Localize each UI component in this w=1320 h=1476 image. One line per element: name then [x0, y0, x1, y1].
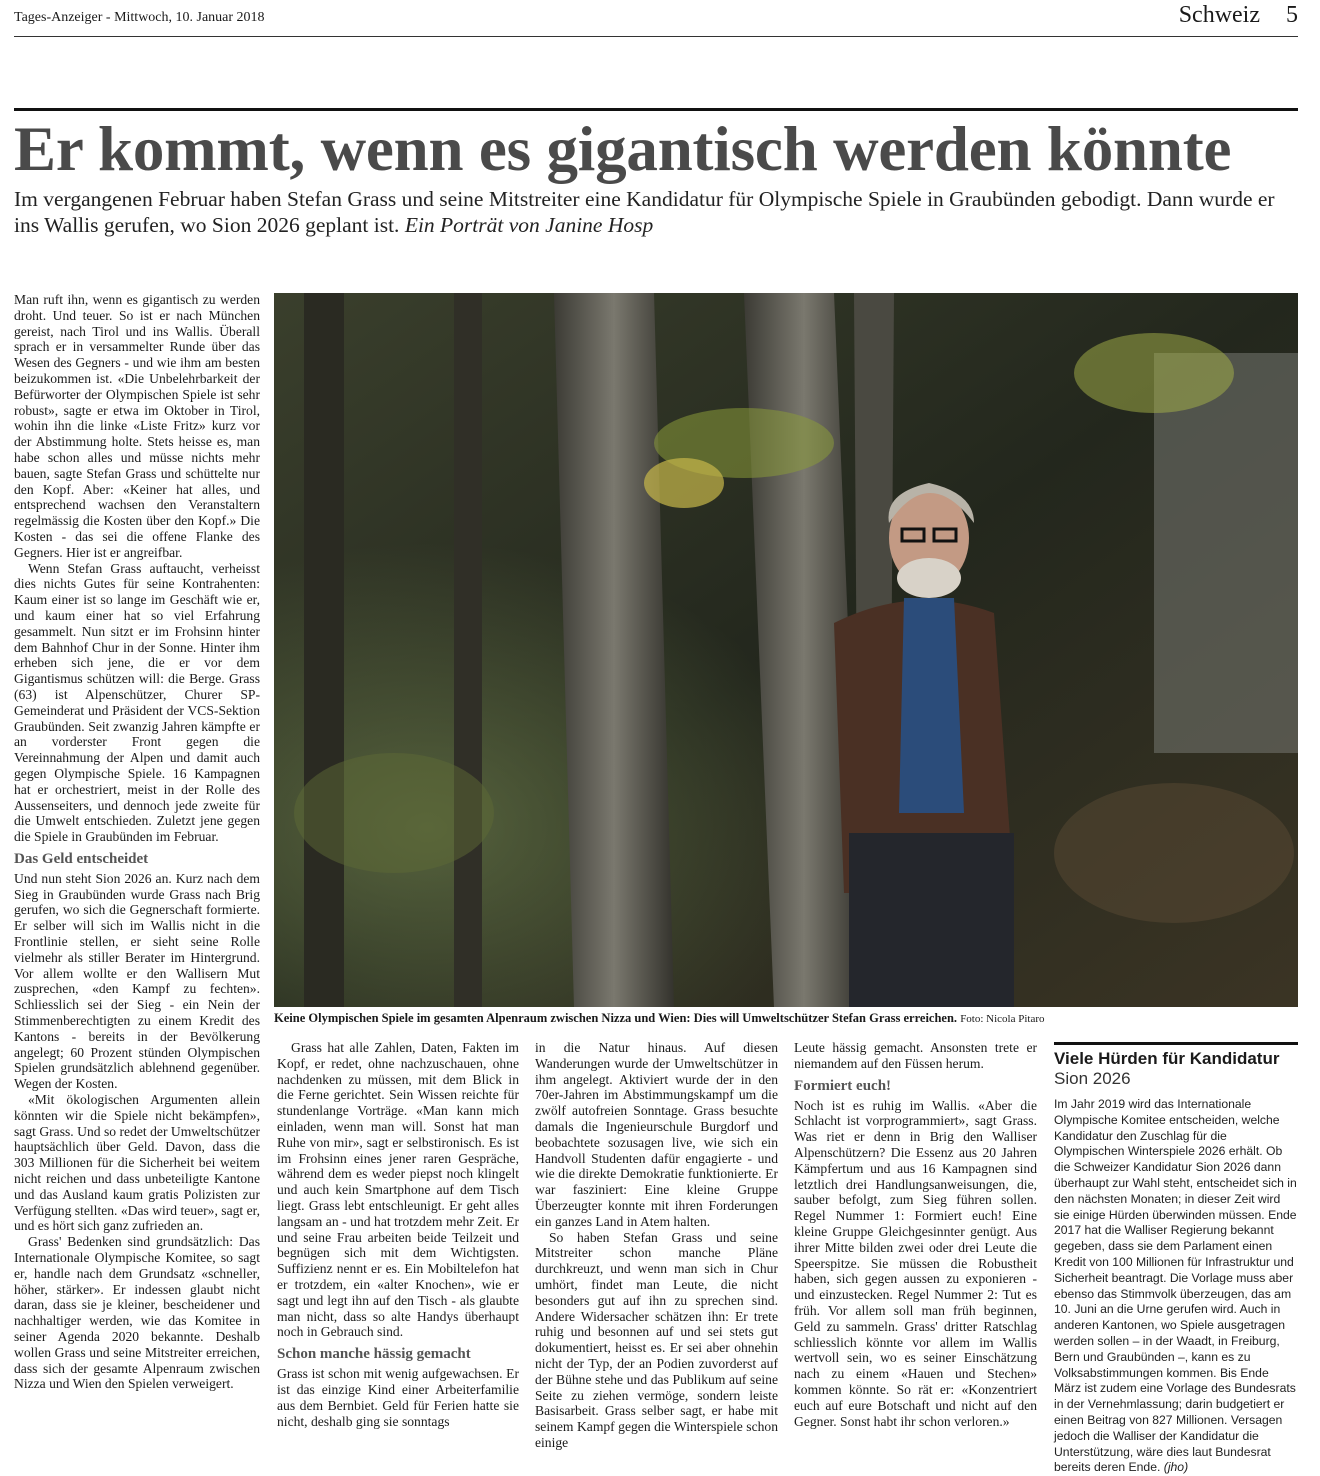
- article-column-1: [14, 292, 260, 1392]
- sidebar-box: [1054, 1042, 1298, 1476]
- paragraph: Grass hat alle Zahlen, Daten, Fakten im Kopf, er redet, ohne nachzuschauen, ohne nachdenken zu müssen, mit dem Blick in die Ferne gerichtet. Sein Wissen reichte für stundenlange Vorträge. «Man kann mich einladen, wenn man will. Sonst hat man Ruhe von mir», sagt er selbstironisch. Es ist im Frohsinn eines jener raren Gespräche, während dem es weder piepst noch klingelt und auch kein Smartphone auf dem Tisch liegt. Grass lebt entschleunigt. Er geht alles langsam an - und hat trotzdem mehr Zeit. Er und seine Frau arbeiten beide Teilzeit und begnügen sich mit dem Wichtigsten. Suffizienz nennt er es. Ein Mobiltelefon hat er trotzdem, ein «alter Knochen», wie er sagt und legt ihn auf den Tisch - als glaubte man nicht, dass so alte Handys überhaupt noch in Gebrauch sind.: [277, 1040, 519, 1340]
- article-column-4: [794, 1040, 1037, 1429]
- paragraph: «Mit ökologischen Argumenten allein könnten wir die Spiele nicht bekämpfen», sagt Grass. Und so redet der Umweltschützer hauptsächlich über Geld. Davon, dass die 303 Millionen für die Sicherheit bei weitem nicht reichen und dass unbeteiligte Kantone und das Ausland kaum gratis Polizisten zur Verfügung stellten. «Das wird teuer», sagt er, und es hört sich ganz zufrieden an.: [14, 1092, 260, 1234]
- article-column-3: [535, 1040, 778, 1451]
- paragraph: So haben Stefan Grass und seine Mitstreiter schon manche Pläne durchkreuzt, und wenn man sich in Chur umhört, findet man Leute, die nicht besonders gut auf ihn zu sprechen sind. Andere Widersacher schätzen ihn: Er trete ruhig und besonnen auf und sei stets gut dokumentiert, heisst es. Er sei aber ohnehin nicht der Typ, der an Podien zuvorderst auf der Bühne stehe und das Publikum auf seine Seite zu ziehen vermöge, sondern leiste Basisarbeit. Grass selber sagt, er habe mit seinem Kampf gegen die Winterspiele schon einige: [535, 1229, 778, 1450]
- paragraph: Grass' Bedenken sind grundsätzlich: Das Internationale Olympische Komitee, so sagt er, handle nach dem Grundsatz «schneller, höher, stärker». Er indessen glaubt nicht daran, dass sie je kleiner, bescheidener und nachhaltiger werden, wie das Komitee in seiner Agenda 2020 bekannte. Deshalb wollen Grass und seine Mitstreiter erreichen, dass sich der gesamte Alpenraum zwischen Nizza und Wien den Spielen verweigert.: [14, 1234, 260, 1392]
- subheading: Formiert euch!: [794, 1077, 892, 1094]
- photo-caption: [274, 1010, 1298, 1027]
- paragraph: Und nun steht Sion 2026 an. Kurz nach dem Sieg in Graubünden wurde Grass nach Brig gerufen, wo sich die Gegnerschaft formierte. Er selber will sich im Wallis nicht in die Frontlinie stellen, er sieht seine Rolle vielmehr als stiller Berater im Hintergrund. Vor allem wollte er den Wallisern Mut zusprechen, «den Kampf zu fechten». Schliesslich sei der Sieg - ein Nein der Stimmenberechtigten zu einem Kredit des Kantons - bereits in der Bevölkerung angelegt; 60 Prozent stünden Olympischen Spielen grundsätzlich ablehnend gegenüber. Wegen der Kosten.: [14, 870, 260, 1092]
- forest-portrait-image: [274, 293, 1298, 1007]
- paragraph: Wenn Stefan Grass auftaucht, verheisst dies nichts Gutes für seine Kontrahenten: Kaum einer ist so lange im Geschäft wie er, und kaum einer hat so viel Erfahrung gesammelt. Nun sitzt er im Frohsinn hinter dem Bahnhof Chur in der Sonne. Hinter ihm erheben sich jene, die er vor dem Gigantismus schützen will: die Berge. Grass (63) ist Alpenschützer, Churer SP-Gemeinderat und Präsident der VCS-Sektion Graubünden. Seit zwanzig Jahren kämpfte er an vorderster Front gegen die Vereinnahmung der Alpen und damit auch gegen Olympische Spiele. 16 Kampagnen hat er orchestriert, meist in der Rolle des Aussenseiters, und dennoch jede zweite für die Umwelt entschieden. Zuletzt jene gegen die Spiele in Graubünden im Februar.: [14, 560, 260, 845]
- sidebar-subtitle: Sion 2026: [1054, 1069, 1131, 1088]
- headline: Er kommt, wenn es gigantisch werden könnte: [14, 114, 1232, 184]
- lead-text: Im vergangenen Februar haben Stefan Grass und seine Mitstreiter eine Kandidatur für Olympische Spiele in Graubünden gebodigt. Dann wurde er ins Wallis gerufen, wo Sion 2026 geplant ist.: [14, 187, 1275, 237]
- portrait-photo: [274, 293, 1298, 1007]
- newspaper-dateline: Tages-Anzeiger - Mittwoch, 10. Januar 2018: [14, 10, 265, 25]
- subheading: Das Geld entscheidet: [14, 850, 149, 867]
- page-header: [14, 0, 1298, 37]
- paragraph: Leute hässig gemacht. Ansonsten trete er niemandem auf den Füssen herum.: [794, 1040, 1037, 1071]
- article-column-2: [277, 1040, 519, 1429]
- paragraph: Grass ist schon mit wenig aufgewachsen. Er ist das einzige Kind einer Arbeiterfamilie aus dem Bernbiet. Geld für Ferien hatte sie nicht, deshalb ging sie sonntags: [277, 1366, 519, 1429]
- headline-rule: [14, 108, 1298, 111]
- article-lead: [14, 186, 1298, 238]
- sidebar-title: Viele Hürden für Kandidatur: [1054, 1049, 1280, 1068]
- subheading: Schon manche hässig gemacht: [277, 1346, 471, 1363]
- sidebar-body: Im Jahr 2019 wird das Internationale Olympische Komitee entscheiden, welche Kandidatur den Zuschlag für die Olympischen Winterspiele 2026 erhält. Ob die Schweizer Kandidatur Sion 2026 dann überhaupt zur Wahl steht, entscheidet sich in den nächsten Monaten; in dieser Zeit wird sie einige Hürden überwinden müssen. Ende 2017 hat die Walliser Regierung bekannt gegeben, dass sie dem Parlament einen Kredit von 100 Millionen für Infrastruktur und Sicherheit beantragt. Die Vorlage muss aber ebenso das Stimmvolk überzeugen, das am 10. Juni an die Urne gerufen wird. Auch in anderen Kantonen, wo Spiele ausgetragen werden sollen – in der Waadt, in Freiburg, Bern und Graubünden –, kann es zu Volksabstimmungen kommen. Bis Ende März ist zudem eine Vorlage des Bundesrats in der Vernehmlassung; darin budgetiert er einen Beitrag von 827 Millionen. Versagen jedoch die Walliser der Kandidatur die Unterstützung, wäre dies laut Bundesrat bereits deren Ende.: [1054, 1097, 1297, 1475]
- photo-credit: Foto: Nicola Pitaro: [960, 1013, 1045, 1025]
- page-number: 5: [1286, 2, 1298, 28]
- paragraph: in die Natur hinaus. Auf diesen Wanderungen wurde der Umweltschützer in ihm angelegt. Aktiviert wurde der in den 70er-Jahren im Abstimmungskampf um die zwölf autofreien Sonntage. Grass besuchte damals die Ingenieurschule Burgdorf und beobachtete sozusagen live, wie sich ein Handvoll Studenten dafür engagierte - und wie die direkte Demokratie funktionierte. Er war fasziniert: Eine kleine Gruppe Überzeugter konnte mit ihren Forderungen ein ganzes Land in Atem halten.: [535, 1040, 778, 1229]
- sidebar-text: [1054, 1097, 1298, 1476]
- paragraph: Man ruft ihn, wenn es gigantisch zu werden droht. Und teuer. So ist er nach München gereist, nach Tirol und ins Wallis. Überall sprach er in versammelter Runde über das Wesen des Gegners - und wie ihm am besten beizukommen ist. «Die Unbelehrbarkeit der Befürworter der Olympischen Spiele ist sehr robust», sagte er etwa im Oktober in Tirol, wohin ihn die linke «Liste Fritz» kurz vor der Abstimmung holte. Stets heisse es, man habe schon alles und müsse nichts mehr bauen, sagte Stefan Grass und schüttelte nur den Kopf. Aber: «Keiner hat alles, und entsprechend wachsen den Veranstaltern regelmässig die Kosten über den Kopf.» Die Kosten - das sei die offene Flanke des Gegners. Hier ist er angreifbar.: [14, 292, 260, 560]
- section-name: Schweiz: [1178, 2, 1260, 28]
- sidebar-signature: (jho): [1163, 1460, 1189, 1475]
- caption-text: Keine Olympischen Spiele im gesamten Alpenraum zwischen Nizza und Wien: Dies will Umweltschützer Stefan Grass erreichen.: [274, 1011, 958, 1025]
- paragraph: Noch ist es ruhig im Wallis. «Aber die Schlacht ist vorprogrammiert», sagt Grass. Was riet er denn in Brig den Walliser Alpenschützern? Die Essenz aus 20 Jahren Kämpfertum und aus 16 Kampagnen sind letztlich drei Handlungsanweisungen, die, sauber befolgt, zum Sieg führen sollen. Regel Nummer 1: Formiert euch! Eine kleine Gruppe Gleichgesinnter genügt. Aus ihrer Mitte bilden zwei oder drei Leute die Speerspitze. Sie müssen die Robustheit haben, sich gegen aussen zu exponieren - und einzustecken. Regel Nummer 2: Tut es früh. Vor allem soll man früh beginnen, Geld zu sammeln. Grass' dritter Ratschlag schliesslich könnte vor allem im Wallis wertvoll sein, wo es seiner Einschätzung nach zu einem «Hauen und Stechen» kommen könnte. So rät er: «Konzentriert euch auf eure Botschaft und nicht auf den Gegner. Sonst habt ihr schon verloren.»: [794, 1097, 1037, 1429]
- byline: Ein Porträt von Janine Hosp: [404, 213, 654, 237]
